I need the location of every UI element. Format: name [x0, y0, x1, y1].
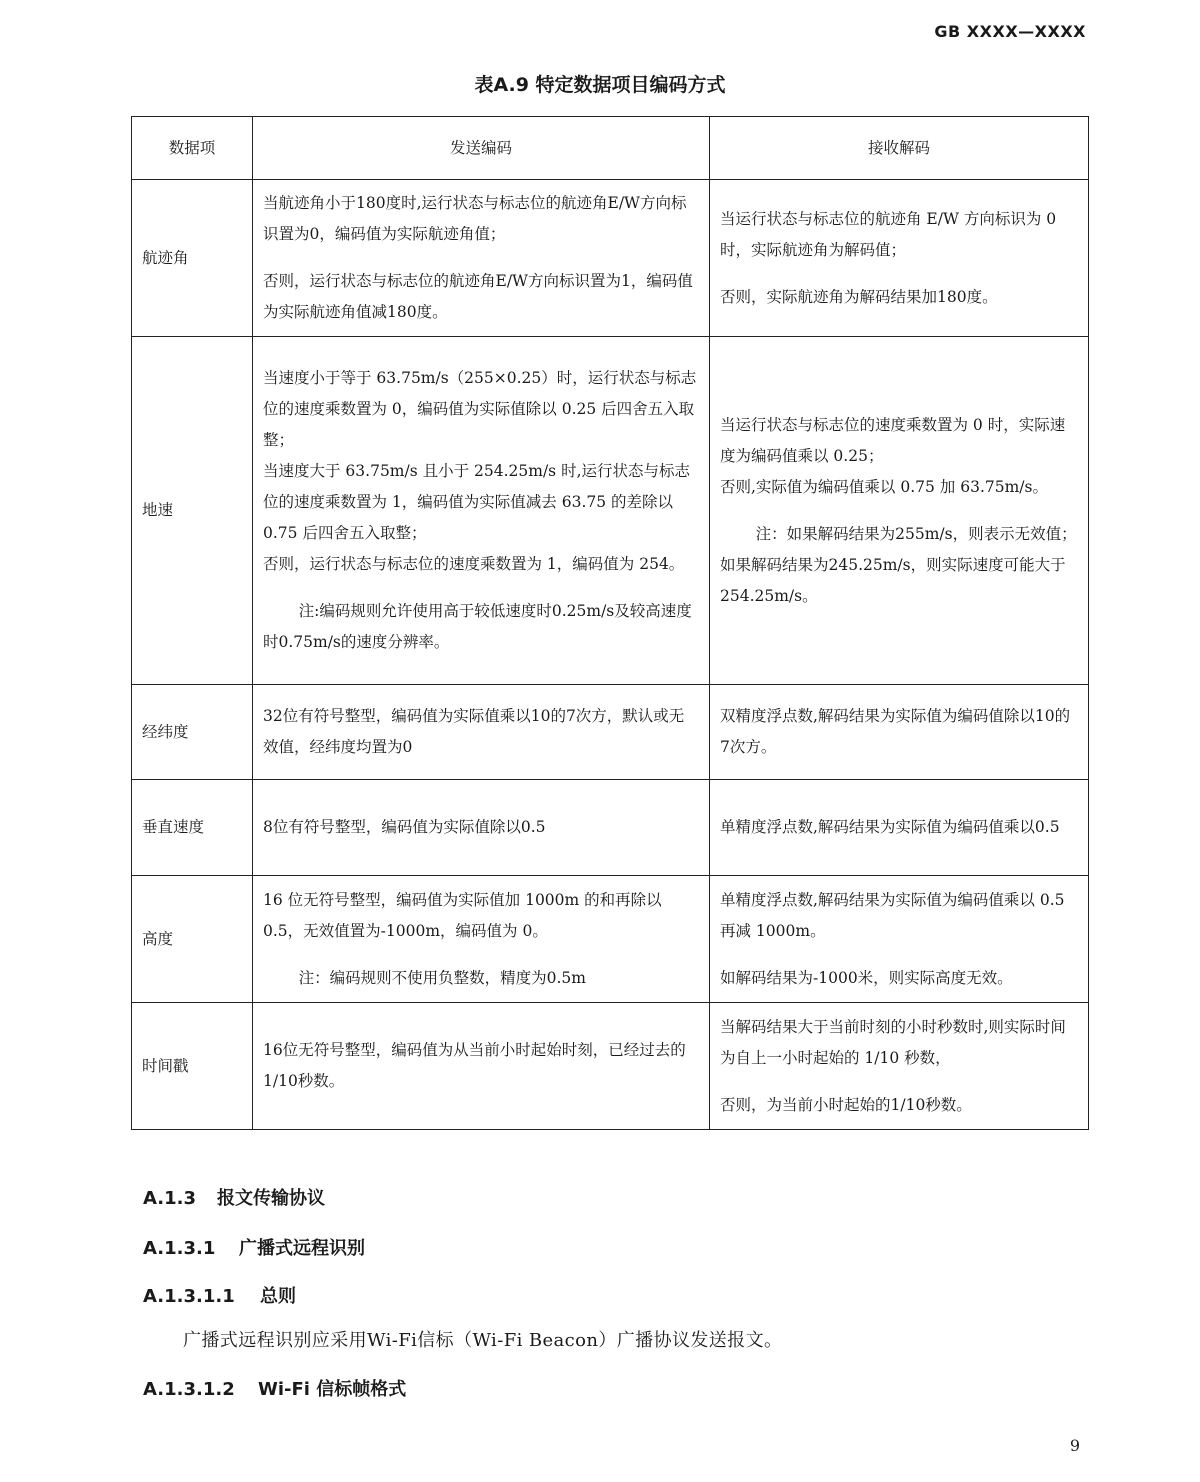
decode-text: 单精度浮点数,解码结果为实际值为编码值乘以0.5 [720, 818, 1060, 836]
decode-text: 当运行状态与标志位的航迹角 E/W 方向标识为 0 时，实际航迹角为解码值； [720, 209, 1057, 259]
encode-note: 注:编码规则允许使用高于较低速度时0.25m/s及较高速度时0.75m/s的速度分辨率。 [263, 602, 692, 651]
table-row [132, 1003, 1089, 1130]
section-heading [143, 1184, 325, 1210]
decode-text: 否则，实际航迹角为解码结果加180度。 [720, 287, 998, 306]
column-header-decode: 接收解码 [710, 117, 1089, 180]
encode-cell [253, 180, 710, 337]
decode-note: 注：如果解码结果为255m/s，则表示无效值；如果解码结果为245.25m/s，则实际速度可能大于254.25m/s。 [720, 524, 1077, 605]
section-number: A.1.3 [143, 1188, 196, 1209]
data-item-cell: 高度 [132, 876, 253, 1003]
data-item-cell: 地速 [132, 337, 253, 685]
encode-text: 否则，运行状态与标志位的速度乘数置为 1，编码值为 254。 [263, 555, 685, 573]
decode-cell [710, 876, 1089, 1003]
table-row [132, 180, 1089, 337]
body-paragraph: 广播式远程识别应采用Wi-Fi信标（Wi-Fi Beacon）广播协议发送报文。 [183, 1330, 783, 1351]
encode-text: 16位无符号整型，编码值为从当前小时起始时刻，已经过去的1/10秒数。 [263, 1041, 686, 1090]
section-title: Wi-Fi 信标帧格式 [258, 1379, 407, 1400]
decode-text: 当解码结果大于当前时刻的小时秒数时,则实际时间为自上一小时起始的 1/10 秒数， [720, 1017, 1066, 1067]
decode-text: 否则,实际值为编码值乘以 0.75 加 63.75m/s。 [720, 477, 1048, 496]
table-row [132, 876, 1089, 1003]
decode-text: 单精度浮点数,解码结果为实际值为编码值乘以 0.5 再减 1000m。 [720, 890, 1065, 940]
encode-cell [253, 1003, 710, 1130]
decode-cell [710, 337, 1089, 685]
data-item-cell: 航迹角 [132, 180, 253, 337]
section-title: 广播式远程识别 [239, 1238, 365, 1259]
encode-cell [253, 876, 710, 1003]
table-header-row [132, 117, 1089, 180]
encode-text: 当速度大于 63.75m/s 且小于 254.25m/s 时,运行状态与标志位的速度乘数置为 1，编码值为实际值减去 63.75 的差除以 0.75 后四舍五入取整； [263, 462, 690, 542]
encoding-table [131, 116, 1089, 1130]
decode-cell [710, 1003, 1089, 1130]
encode-text: 否则，运行状态与标志位的航迹角E/W方向标识置为1，编码值为实际航迹角值减180度。 [263, 272, 693, 321]
document-code: GB XXXX—XXXX [934, 22, 1086, 41]
column-header-item: 数据项 [132, 117, 253, 180]
encode-note: 注：编码规则不使用负整数，精度为0.5m [298, 968, 586, 987]
encode-text: 16 位无符号整型，编码值为实际值加 1000m 的和再除以 0.5，无效值置为-1000m，编码值为 0。 [263, 890, 662, 940]
table-row [132, 780, 1089, 876]
encode-text: 32位有符号整型，编码值为实际值乘以10的7次方，默认或无效值，经纬度均置为0 [263, 707, 685, 756]
encode-cell [253, 337, 710, 685]
section-number: A.1.3.1.2 [143, 1379, 235, 1400]
data-item-cell: 时间戳 [132, 1003, 253, 1130]
encode-text: 8位有符号整型，编码值为实际值除以0.5 [263, 818, 546, 836]
table-row [132, 337, 1089, 685]
decode-text: 双精度浮点数,解码结果为实际值为编码值除以10的7次方。 [720, 707, 1071, 756]
data-item-cell: 垂直速度 [132, 780, 253, 876]
decode-cell [710, 180, 1089, 337]
data-item-cell: 经纬度 [132, 685, 253, 780]
section-heading [143, 1375, 406, 1401]
section-heading [143, 1234, 365, 1260]
decode-text: 如解码结果为-1000米，则实际高度无效。 [720, 968, 1013, 987]
section-number: A.1.3.1.1 [143, 1286, 235, 1307]
column-header-encode: 发送编码 [253, 117, 710, 180]
table-title: 表A.9 特定数据项目编码方式 [474, 74, 726, 96]
decode-cell [710, 685, 1089, 780]
encode-text: 当航迹角小于180度时,运行状态与标志位的航迹角E/W方向标识置为0，编码值为实际航迹角值； [263, 194, 687, 243]
decode-cell [710, 780, 1089, 876]
encode-cell [253, 685, 710, 780]
decode-text: 当运行状态与标志位的速度乘数置为 0 时，实际速度为编码值乘以 0.25； [720, 415, 1066, 465]
page-number: 9 [1069, 1436, 1080, 1455]
section-title: 总则 [260, 1286, 296, 1307]
encode-cell [253, 780, 710, 876]
section-heading [143, 1282, 296, 1308]
section-number: A.1.3.1 [143, 1238, 216, 1259]
section-title: 报文传输协议 [217, 1188, 325, 1209]
decode-text: 否则，为当前小时起始的1/10秒数。 [720, 1095, 972, 1114]
encode-text: 当速度小于等于 63.75m/s（255×0.25）时，运行状态与标志位的速度乘数置为 0，编码值为实际值除以 0.25 后四舍五入取整； [263, 369, 697, 449]
table-row [132, 685, 1089, 780]
